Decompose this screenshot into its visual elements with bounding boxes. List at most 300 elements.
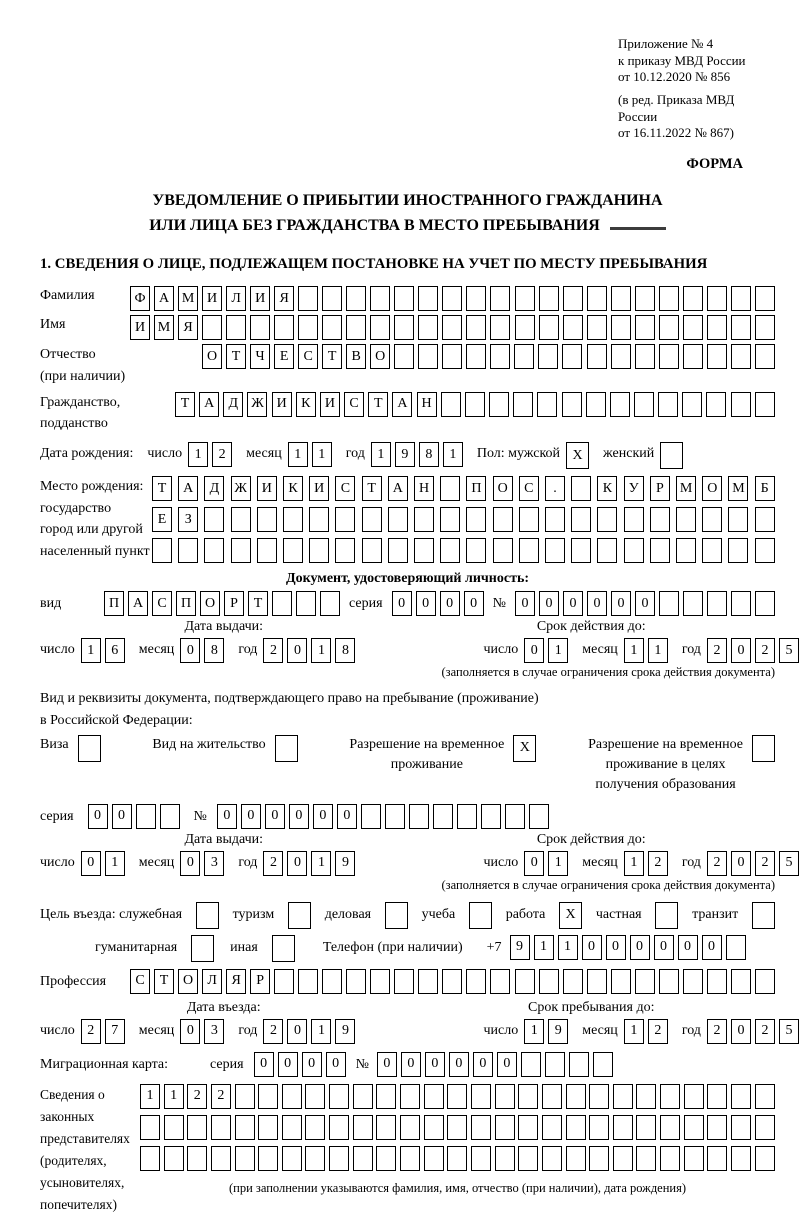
char-cell[interactable]: Л [226,286,246,311]
char-cell[interactable] [613,1115,633,1140]
char-cell[interactable]: М [676,476,696,501]
char-cell[interactable]: Я [178,315,198,340]
char-cell[interactable]: 9 [548,1019,568,1044]
char-cell[interactable]: 0 [287,1019,307,1044]
char-cell[interactable] [518,1115,538,1140]
char-cell[interactable] [493,538,513,563]
char-cell[interactable] [322,969,342,994]
char-cell[interactable]: 0 [473,1052,493,1077]
char-cell[interactable] [589,1146,609,1171]
char-cell[interactable] [231,507,251,532]
char-cell[interactable]: Т [154,969,174,994]
char-cell[interactable] [211,1115,231,1140]
char-cell[interactable]: 2 [707,1019,727,1044]
char-cell[interactable] [505,804,525,829]
char-cell[interactable]: И [257,476,277,501]
char-cell[interactable] [707,1146,727,1171]
char-cell[interactable]: 2 [81,1019,101,1044]
char-cell[interactable]: 0 [464,591,484,616]
char-cell[interactable]: С [298,344,318,369]
char-cell[interactable] [683,969,703,994]
char-cell[interactable] [394,969,414,994]
char-cell[interactable] [457,804,477,829]
char-cell[interactable] [495,1115,515,1140]
char-cell[interactable]: . [545,476,565,501]
char-cell[interactable]: 2 [648,1019,668,1044]
char-cell[interactable] [545,507,565,532]
char-cell[interactable]: В [346,344,366,369]
char-cell[interactable] [707,1115,727,1140]
char-cell[interactable] [587,286,607,311]
char-cell[interactable]: 0 [112,804,132,829]
char-cell[interactable] [414,538,434,563]
char-cell[interactable]: А [154,286,174,311]
char-cell[interactable] [385,902,408,929]
char-cell[interactable]: Д [223,392,243,417]
char-cell[interactable] [755,1115,775,1140]
char-cell[interactable] [465,392,485,417]
char-cell[interactable] [731,969,751,994]
char-cell[interactable] [272,591,292,616]
char-cell[interactable] [563,286,583,311]
char-cell[interactable] [376,1146,396,1171]
char-cell[interactable] [515,315,535,340]
char-cell[interactable]: М [154,315,174,340]
char-cell[interactable] [164,1146,184,1171]
char-cell[interactable] [471,1115,491,1140]
char-cell[interactable] [586,392,606,417]
char-cell[interactable]: 0 [416,591,436,616]
char-cell[interactable] [755,507,775,532]
char-cell[interactable]: 0 [377,1052,397,1077]
char-cell[interactable] [731,1146,751,1171]
char-cell[interactable]: 0 [524,638,544,663]
char-cell[interactable] [296,591,316,616]
char-cell[interactable]: 0 [313,804,333,829]
char-cell[interactable]: А [128,591,148,616]
char-cell[interactable]: 9 [395,442,415,467]
char-cell[interactable] [650,538,670,563]
char-cell[interactable]: 0 [88,804,108,829]
char-cell[interactable]: И [202,286,222,311]
char-cell[interactable]: 1 [548,638,568,663]
char-cell[interactable] [636,1084,656,1109]
char-cell[interactable]: 0 [254,1052,274,1077]
char-cell[interactable]: 2 [707,851,727,876]
char-cell[interactable]: П [466,476,486,501]
char-cell[interactable] [728,507,748,532]
char-cell[interactable] [683,344,703,369]
char-cell[interactable] [542,1084,562,1109]
char-cell[interactable] [235,1084,255,1109]
char-cell[interactable] [490,315,510,340]
char-cell[interactable] [610,392,630,417]
char-cell[interactable]: 0 [563,591,583,616]
char-cell[interactable] [539,969,559,994]
char-cell[interactable] [385,804,405,829]
char-cell[interactable]: С [335,476,355,501]
char-cell[interactable] [471,1084,491,1109]
char-cell[interactable]: Т [226,344,246,369]
char-cell[interactable]: А [178,476,198,501]
char-cell[interactable]: А [392,392,412,417]
char-cell[interactable] [370,969,390,994]
char-cell[interactable] [518,1084,538,1109]
char-cell[interactable] [353,1084,373,1109]
char-cell[interactable]: К [296,392,316,417]
char-cell[interactable] [636,1146,656,1171]
char-cell[interactable] [335,507,355,532]
char-cell[interactable] [394,286,414,311]
char-cell[interactable] [298,315,318,340]
char-cell[interactable]: 0 [497,1052,517,1077]
char-cell[interactable] [566,1115,586,1140]
char-cell[interactable]: 0 [606,935,626,960]
char-cell[interactable] [235,1146,255,1171]
char-cell[interactable] [442,344,462,369]
char-cell[interactable]: 2 [648,851,668,876]
char-cell[interactable]: З [178,507,198,532]
char-cell[interactable] [495,1084,515,1109]
char-cell[interactable] [676,538,696,563]
char-cell[interactable] [707,969,727,994]
char-cell[interactable] [471,1146,491,1171]
char-cell[interactable] [418,969,438,994]
char-cell[interactable]: 0 [392,591,412,616]
char-cell[interactable]: 2 [212,442,232,467]
char-cell[interactable] [660,1084,680,1109]
char-cell[interactable] [322,315,342,340]
char-cell[interactable] [204,507,224,532]
char-cell[interactable]: 0 [302,1052,322,1077]
char-cell[interactable]: X [566,442,589,469]
char-cell[interactable]: 0 [702,935,722,960]
char-cell[interactable] [409,804,429,829]
char-cell[interactable] [283,507,303,532]
char-cell[interactable] [370,315,390,340]
char-cell[interactable] [624,538,644,563]
char-cell[interactable] [164,1115,184,1140]
char-cell[interactable]: Т [362,476,382,501]
char-cell[interactable] [755,591,775,616]
char-cell[interactable]: Е [152,507,172,532]
char-cell[interactable]: 5 [779,1019,799,1044]
char-cell[interactable]: Ф [130,286,150,311]
char-cell[interactable] [660,442,683,469]
char-cell[interactable] [702,538,722,563]
char-cell[interactable] [624,507,644,532]
char-cell[interactable] [589,1084,609,1109]
char-cell[interactable]: 1 [624,638,644,663]
char-cell[interactable]: К [283,476,303,501]
char-cell[interactable]: 0 [241,804,261,829]
char-cell[interactable]: Л [202,969,222,994]
char-cell[interactable]: 0 [289,804,309,829]
char-cell[interactable] [726,935,746,960]
char-cell[interactable]: 7 [105,1019,125,1044]
char-cell[interactable]: Т [175,392,195,417]
char-cell[interactable] [282,1084,302,1109]
char-cell[interactable] [442,969,462,994]
char-cell[interactable]: П [176,591,196,616]
char-cell[interactable] [635,344,655,369]
char-cell[interactable] [394,315,414,340]
char-cell[interactable] [418,315,438,340]
char-cell[interactable]: М [728,476,748,501]
char-cell[interactable] [283,538,303,563]
char-cell[interactable]: Ж [247,392,267,417]
char-cell[interactable]: 0 [265,804,285,829]
char-cell[interactable] [731,315,751,340]
char-cell[interactable] [433,804,453,829]
char-cell[interactable] [418,286,438,311]
char-cell[interactable] [481,804,501,829]
char-cell[interactable] [136,804,156,829]
char-cell[interactable]: А [199,392,219,417]
char-cell[interactable] [187,1146,207,1171]
char-cell[interactable] [660,1146,680,1171]
char-cell[interactable] [466,315,486,340]
char-cell[interactable] [542,1115,562,1140]
char-cell[interactable]: 0 [287,638,307,663]
char-cell[interactable] [388,507,408,532]
char-cell[interactable] [593,1052,613,1077]
char-cell[interactable]: О [702,476,722,501]
char-cell[interactable]: 1 [443,442,463,467]
char-cell[interactable] [659,286,679,311]
char-cell[interactable]: Т [368,392,388,417]
char-cell[interactable]: 0 [635,591,655,616]
char-cell[interactable] [566,1146,586,1171]
char-cell[interactable]: 0 [515,591,535,616]
char-cell[interactable]: 1 [140,1084,160,1109]
char-cell[interactable] [755,344,775,369]
char-cell[interactable] [682,392,702,417]
char-cell[interactable] [613,1146,633,1171]
char-cell[interactable] [489,392,509,417]
char-cell[interactable]: Д [204,476,224,501]
char-cell[interactable] [539,315,559,340]
char-cell[interactable]: 1 [105,851,125,876]
char-cell[interactable]: 2 [755,851,775,876]
char-cell[interactable] [211,1146,231,1171]
char-cell[interactable] [562,344,582,369]
char-cell[interactable]: О [200,591,220,616]
char-cell[interactable] [226,315,246,340]
char-cell[interactable]: 1 [311,851,331,876]
char-cell[interactable]: 1 [624,851,644,876]
char-cell[interactable] [257,507,277,532]
char-cell[interactable]: X [559,902,582,929]
char-cell[interactable] [706,392,726,417]
char-cell[interactable] [274,969,294,994]
char-cell[interactable]: Ж [231,476,251,501]
char-cell[interactable]: 0 [217,804,237,829]
char-cell[interactable] [353,1115,373,1140]
char-cell[interactable] [388,538,408,563]
char-cell[interactable] [490,344,510,369]
char-cell[interactable] [490,969,510,994]
char-cell[interactable]: 0 [449,1052,469,1077]
char-cell[interactable]: 2 [755,1019,775,1044]
char-cell[interactable]: 5 [779,638,799,663]
char-cell[interactable] [611,344,631,369]
char-cell[interactable] [731,1115,751,1140]
char-cell[interactable] [518,1146,538,1171]
char-cell[interactable] [187,1115,207,1140]
char-cell[interactable] [495,1146,515,1171]
char-cell[interactable] [589,1115,609,1140]
char-cell[interactable]: И [272,392,292,417]
char-cell[interactable] [635,315,655,340]
char-cell[interactable] [571,507,591,532]
char-cell[interactable] [235,1115,255,1140]
char-cell[interactable] [440,476,460,501]
char-cell[interactable]: 0 [180,638,200,663]
char-cell[interactable]: 0 [287,851,307,876]
char-cell[interactable] [515,969,535,994]
char-cell[interactable]: 1 [81,638,101,663]
char-cell[interactable] [542,1146,562,1171]
char-cell[interactable] [353,1146,373,1171]
char-cell[interactable] [309,538,329,563]
char-cell[interactable] [562,392,582,417]
char-cell[interactable]: 2 [263,851,283,876]
char-cell[interactable] [587,344,607,369]
char-cell[interactable]: X [513,735,536,762]
char-cell[interactable] [587,969,607,994]
char-cell[interactable]: 2 [187,1084,207,1109]
char-cell[interactable]: 0 [678,935,698,960]
char-cell[interactable] [571,538,591,563]
char-cell[interactable]: О [202,344,222,369]
char-cell[interactable]: Я [226,969,246,994]
char-cell[interactable] [755,315,775,340]
char-cell[interactable] [362,538,382,563]
char-cell[interactable]: 2 [263,1019,283,1044]
char-cell[interactable]: 0 [654,935,674,960]
char-cell[interactable] [250,315,270,340]
char-cell[interactable] [755,538,775,563]
char-cell[interactable] [414,507,434,532]
char-cell[interactable] [635,969,655,994]
char-cell[interactable]: 0 [440,591,460,616]
char-cell[interactable] [597,538,617,563]
char-cell[interactable] [466,344,486,369]
char-cell[interactable]: 0 [180,1019,200,1044]
char-cell[interactable] [346,315,366,340]
char-cell[interactable]: М [178,286,198,311]
char-cell[interactable] [634,392,654,417]
char-cell[interactable] [140,1115,160,1140]
char-cell[interactable] [418,344,438,369]
char-cell[interactable]: 0 [630,935,650,960]
char-cell[interactable]: 9 [335,1019,355,1044]
char-cell[interactable] [658,392,678,417]
char-cell[interactable] [493,507,513,532]
char-cell[interactable] [755,392,775,417]
char-cell[interactable] [178,538,198,563]
char-cell[interactable] [563,315,583,340]
char-cell[interactable] [376,1084,396,1109]
char-cell[interactable]: 0 [731,851,751,876]
char-cell[interactable] [442,286,462,311]
char-cell[interactable]: 0 [539,591,559,616]
char-cell[interactable] [571,476,591,501]
char-cell[interactable] [683,315,703,340]
char-cell[interactable] [539,286,559,311]
char-cell[interactable] [329,1146,349,1171]
char-cell[interactable]: Я [274,286,294,311]
char-cell[interactable] [78,735,101,762]
char-cell[interactable] [320,591,340,616]
char-cell[interactable] [676,507,696,532]
char-cell[interactable]: 1 [548,851,568,876]
char-cell[interactable]: 8 [204,638,224,663]
char-cell[interactable]: Р [224,591,244,616]
char-cell[interactable]: 1 [288,442,308,467]
char-cell[interactable] [309,507,329,532]
char-cell[interactable]: Р [250,969,270,994]
char-cell[interactable]: О [493,476,513,501]
char-cell[interactable] [191,935,214,962]
char-cell[interactable] [684,1084,704,1109]
char-cell[interactable] [400,1146,420,1171]
char-cell[interactable] [288,902,311,929]
char-cell[interactable]: Б [755,476,775,501]
char-cell[interactable] [424,1084,444,1109]
char-cell[interactable]: С [130,969,150,994]
char-cell[interactable] [447,1146,467,1171]
char-cell[interactable]: Ч [250,344,270,369]
char-cell[interactable] [196,902,219,929]
char-cell[interactable] [731,286,751,311]
char-cell[interactable] [587,315,607,340]
char-cell[interactable] [515,286,535,311]
char-cell[interactable]: Р [650,476,670,501]
char-cell[interactable]: С [519,476,539,501]
char-cell[interactable]: 0 [731,638,751,663]
char-cell[interactable] [275,735,298,762]
char-cell[interactable] [613,1084,633,1109]
char-cell[interactable] [305,1084,325,1109]
char-cell[interactable] [569,1052,589,1077]
char-cell[interactable]: 1 [311,1019,331,1044]
char-cell[interactable]: 1 [648,638,668,663]
char-cell[interactable] [707,286,727,311]
char-cell[interactable]: 0 [731,1019,751,1044]
char-cell[interactable] [424,1146,444,1171]
char-cell[interactable] [755,969,775,994]
char-cell[interactable] [282,1146,302,1171]
char-cell[interactable] [659,315,679,340]
char-cell[interactable]: П [104,591,124,616]
char-cell[interactable]: Т [322,344,342,369]
char-cell[interactable]: 0 [401,1052,421,1077]
char-cell[interactable]: 2 [211,1084,231,1109]
char-cell[interactable] [514,344,534,369]
char-cell[interactable]: С [152,591,172,616]
char-cell[interactable]: С [344,392,364,417]
char-cell[interactable] [731,344,751,369]
char-cell[interactable] [466,507,486,532]
char-cell[interactable] [707,1084,727,1109]
char-cell[interactable]: 0 [326,1052,346,1077]
char-cell[interactable]: 2 [707,638,727,663]
char-cell[interactable] [466,969,486,994]
char-cell[interactable] [298,969,318,994]
char-cell[interactable] [683,286,703,311]
